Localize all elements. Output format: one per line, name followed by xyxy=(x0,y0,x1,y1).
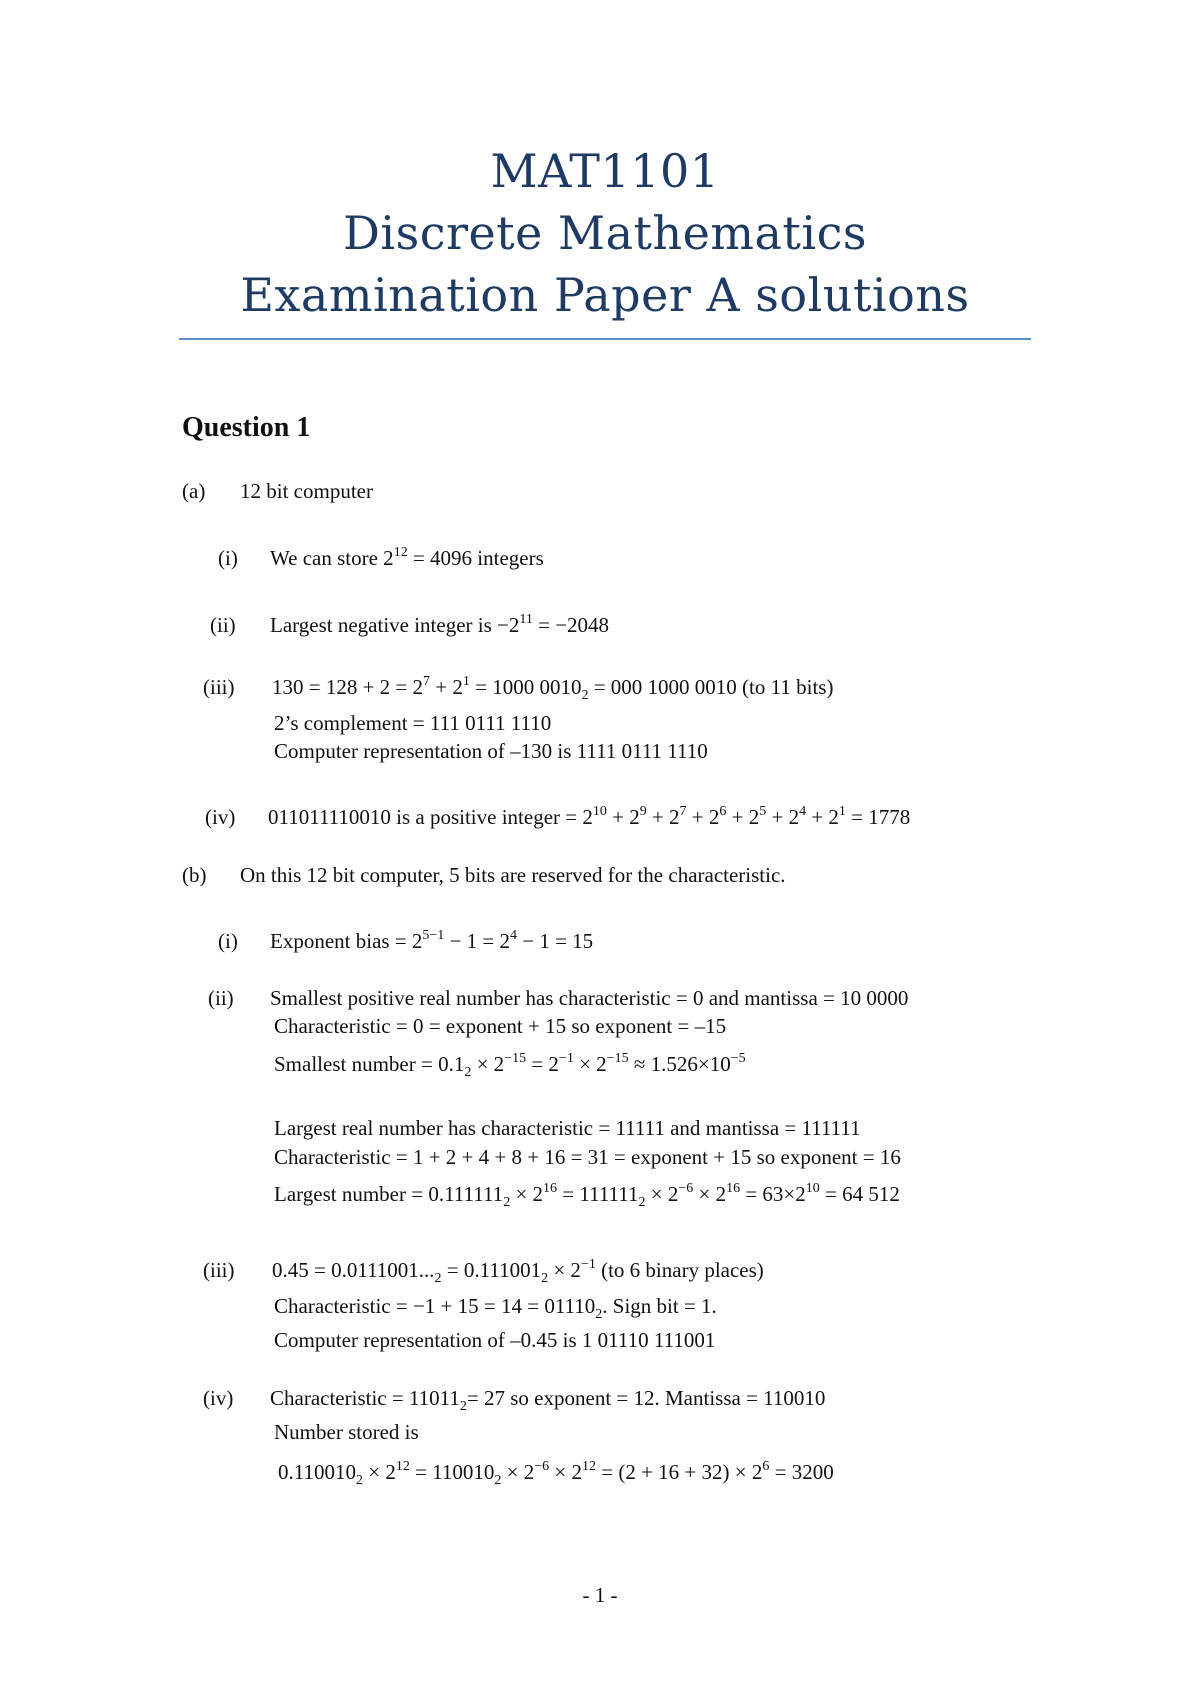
question-title: Question 1 xyxy=(182,412,311,443)
title-underline xyxy=(179,338,1031,340)
part-b-iv-line2: Number stored is xyxy=(274,1420,419,1444)
course-code: MAT1101 xyxy=(490,144,720,198)
part-a-heading: 12 bit computer xyxy=(240,479,373,503)
part-a-i-label: (i) xyxy=(218,546,238,570)
part-b-ii-line1: Smallest positive real number has characteristic = 0 and mantissa = 10 0000 xyxy=(270,986,909,1010)
part-b-iii-line3: Computer representation of –0.45 is 1 01110 111001 xyxy=(274,1328,716,1352)
part-b-heading: On this 12 bit computer, 5 bits are reserved for the characteristic. xyxy=(240,863,786,887)
part-a-iv-text: 011011110010 is a positive integer = $2^{10} + 2^9 + 2^7 + 2^6 + 2^5 + 2^4 + 2^1 = 1778$ xyxy=(268,804,911,829)
document-header xyxy=(179,140,1031,326)
part-b-iii-label: (iii) xyxy=(203,1258,235,1282)
part-a-iii-line3: Computer representation of –130 is 1111 0111 1110 xyxy=(274,739,708,763)
part-b-iii-line2: Characteristic = $-1 + 15 = 14 = 01110_2$. Sign bit = 1. xyxy=(274,1294,717,1322)
part-b-i-text: Exponent bias = $2^{5-1} - 1 = 2^4 - 1 = 15$ xyxy=(270,928,594,953)
part-b-ii-line6: Largest number = $0.111111_2 \times 2^{16} = 111111_2 \times 2^{-6} \times 2^{16} = 63\times 2^{10} = 64$ 512 xyxy=(274,1181,900,1210)
part-b-iv-label: (iv) xyxy=(203,1386,234,1410)
part-a-label: (a) xyxy=(182,479,206,503)
part-b-ii-label: (ii) xyxy=(208,986,234,1010)
part-b-i-label: (i) xyxy=(218,929,238,953)
part-b-label: (b) xyxy=(182,863,207,887)
part-a-iii-line1: $130 = 128 + 2 = 2^7 + 2^1 = 1000$ $0010_2 = 000$ 1000 0010 (to 11 bits) xyxy=(272,674,834,703)
part-b-ii-line3: Smallest number = $0.1_2 \times 2^{-15} = 2^{-1} \times 2^{-15} \approx 1.526\times 10^{-5}$ xyxy=(274,1051,746,1080)
part-b-ii-line2: Characteristic = 0 = exponent + 15 so exponent = –15 xyxy=(274,1014,727,1038)
paper-title: Examination Paper A solutions xyxy=(240,268,970,322)
part-b-iv-line3: $0.110010_2 \times 2^{12} = 110010_2 \times 2^{-6} \times 2^{12} = (2 + 16 + 32) \times 2^6 = 3200$ xyxy=(278,1459,834,1488)
part-a-iii-label: (iii) xyxy=(203,675,235,699)
part-a-ii-text: Largest negative integer is $-2^{11} = -2048$ xyxy=(270,612,610,637)
part-b-ii-line4: Largest real number has characteristic = 11111 and mantissa = 111111 xyxy=(274,1116,861,1140)
part-b-ii-line5: Characteristic = 1 + 2 + 4 + 8 + 16 = 31 = exponent + 15 so exponent = 16 xyxy=(274,1145,901,1169)
part-a-ii-label: (ii) xyxy=(210,613,236,637)
part-b-iv-line1: Characteristic = $11011_2= 27$ so exponent = 12. Mantissa = 110010 xyxy=(270,1386,826,1414)
part-b-iii-line1: $0.45 = 0.0111001..._2 = 0.111001_2 \times 2^{-1}$ (to 6 binary places) xyxy=(272,1257,764,1286)
part-a-i-text: We can store $2^{12} = 4096$ integers xyxy=(270,545,544,570)
page-number: - 1 - xyxy=(582,1583,618,1607)
part-a-iv-label: (iv) xyxy=(205,805,236,829)
part-a-iii-line2: 2’s complement = 111 0111 1110 xyxy=(274,711,552,735)
course-name: Discrete Mathematics xyxy=(343,206,867,260)
